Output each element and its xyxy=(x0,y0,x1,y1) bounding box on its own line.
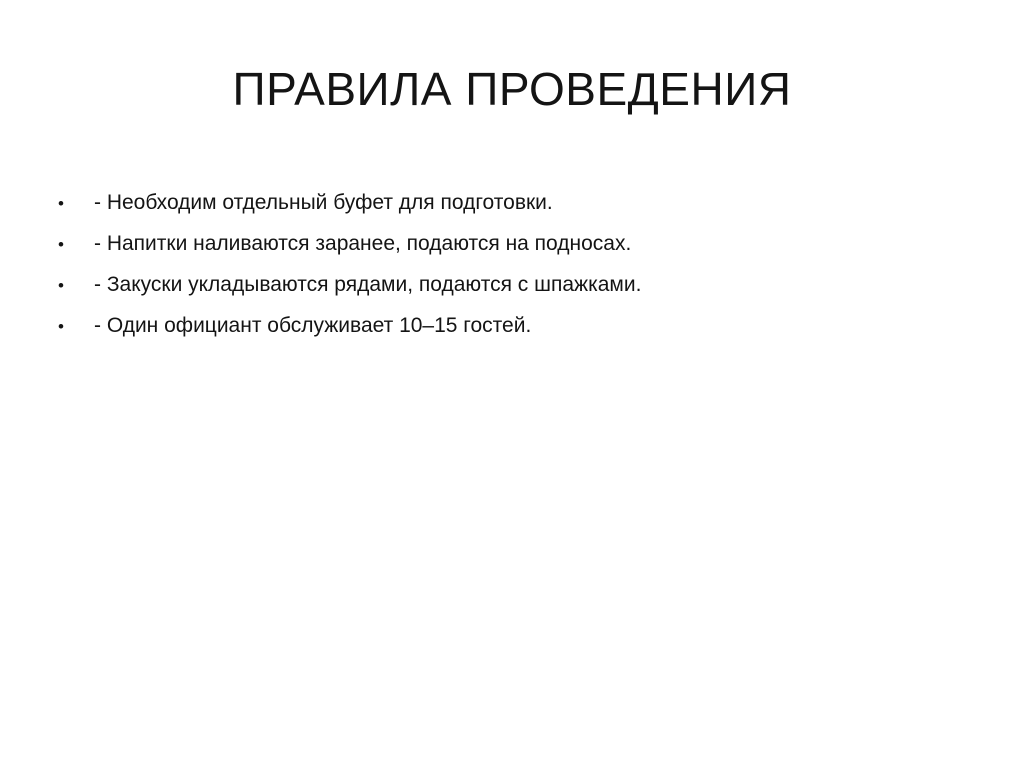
bullet-text: - Напитки наливаются заранее, подаются на подносах. xyxy=(94,232,632,255)
bullet-point-icon: • xyxy=(58,235,64,254)
bullet-item xyxy=(58,223,978,264)
bullet-text: - Один официант обслуживает 10–15 гостей. xyxy=(94,314,532,337)
bullet-item xyxy=(58,305,978,346)
bullet-text: - Закуски укладываются рядами, подаются с шпажками. xyxy=(94,273,642,296)
bullet-point-icon: • xyxy=(58,194,64,213)
slide-title: ПРАВИЛА ПРОВЕДЕНИЯ xyxy=(232,63,792,115)
bullet-list xyxy=(58,182,978,346)
bullet-point-icon: • xyxy=(58,317,64,336)
bullet-item xyxy=(58,182,978,223)
bullet-item xyxy=(58,264,978,305)
bullet-point-icon: • xyxy=(58,276,64,295)
bullet-text: - Необходим отдельный буфет для подготовки. xyxy=(94,191,553,214)
